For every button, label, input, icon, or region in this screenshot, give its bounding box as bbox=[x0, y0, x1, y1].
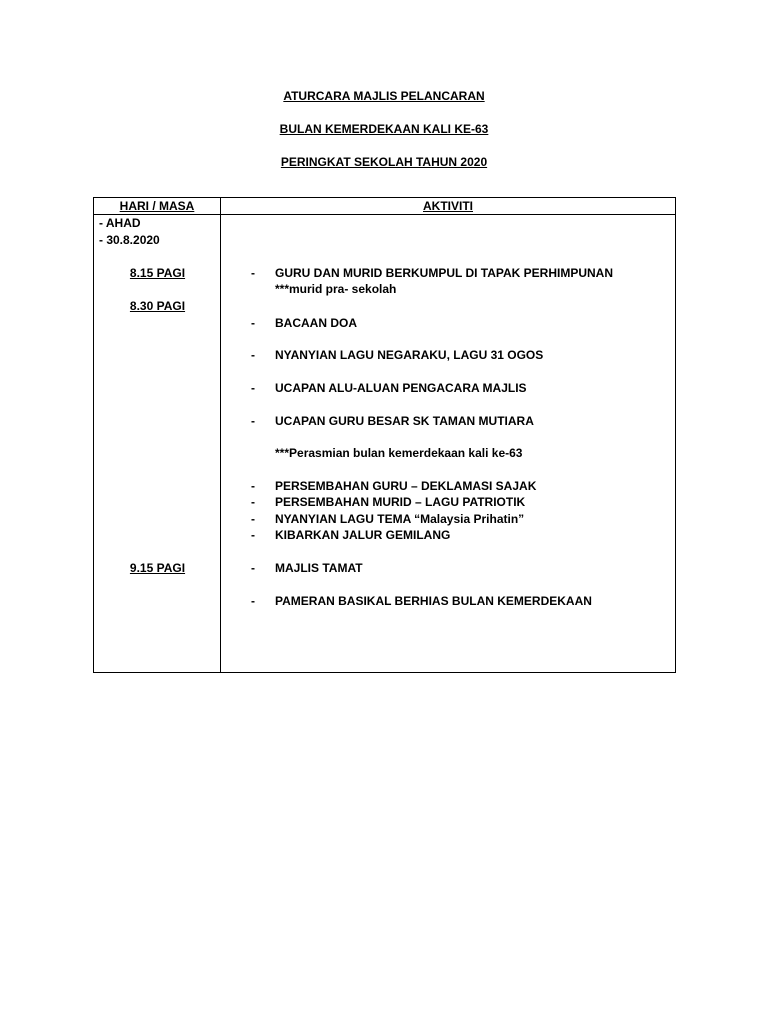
bullet-dash: - bbox=[251, 316, 255, 330]
activity-item: KIBARKAN JALUR GEMILANG bbox=[275, 528, 451, 542]
header-aktiviti: AKTIVITI bbox=[221, 198, 676, 215]
bullet-dash: - bbox=[251, 348, 255, 362]
activity-item: GURU DAN MURID BERKUMPUL DI TAPAK PERHIMPUNAN bbox=[275, 266, 613, 280]
title-line-1: ATURCARA MAJLIS PELANCARAN bbox=[283, 89, 485, 103]
title-line-3: PERINGKAT SEKOLAH TAHUN 2020 bbox=[280, 155, 488, 169]
table-header-row bbox=[94, 198, 676, 215]
activity-item: PERSEMBAHAN GURU – DEKLAMASI SAJAK bbox=[275, 479, 537, 493]
schedule-table bbox=[93, 197, 676, 673]
title-line-2: BULAN KEMERDEKAAN KALI KE-63 bbox=[279, 122, 489, 136]
time-label: 8.15 PAGI bbox=[129, 266, 186, 280]
time-label: 9.15 PAGI bbox=[129, 561, 186, 575]
bullet-dash: - bbox=[251, 561, 255, 575]
activity-item: NYANYIAN LAGU NEGARAKU, LAGU 31 OGOS bbox=[275, 348, 544, 362]
day-label: - AHAD bbox=[99, 216, 141, 230]
bullet-dash: - bbox=[251, 381, 255, 395]
activity-item: PAMERAN BASIKAL BERHIAS BULAN KEMERDEKAAN bbox=[275, 594, 592, 608]
time-column bbox=[94, 215, 221, 673]
bullet-dash: - bbox=[251, 512, 255, 526]
document-title-block bbox=[0, 88, 768, 187]
bullet-dash: - bbox=[251, 528, 255, 542]
bullet-dash: - bbox=[251, 414, 255, 428]
bullet-dash: - bbox=[251, 479, 255, 493]
activity-item: PERSEMBAHAN MURID – LAGU PATRIOTIK bbox=[275, 495, 526, 509]
activity-item: MAJLIS TAMAT bbox=[275, 561, 363, 575]
activity-item: NYANYIAN LAGU TEMA “Malaysia Prihatin” bbox=[275, 512, 525, 526]
time-label: 8.30 PAGI bbox=[129, 299, 186, 313]
bullet-dash: - bbox=[251, 594, 255, 608]
activity-item: UCAPAN GURU BESAR SK TAMAN MUTIARA bbox=[275, 414, 534, 428]
bullet-dash: - bbox=[251, 266, 255, 280]
table-row bbox=[94, 215, 676, 673]
activity-item: UCAPAN ALU-ALUAN PENGACARA MAJLIS bbox=[275, 381, 527, 395]
bullet-dash: - bbox=[251, 495, 255, 509]
date-label: - 30.8.2020 bbox=[99, 233, 160, 247]
activity-note: ***Perasmian bulan kemerdekaan kali ke-63 bbox=[275, 446, 523, 460]
header-hari-masa: HARI / MASA bbox=[94, 198, 221, 215]
activity-column bbox=[221, 215, 676, 673]
activity-note: ***murid pra- sekolah bbox=[275, 282, 397, 296]
activity-item: BACAAN DOA bbox=[275, 316, 357, 330]
